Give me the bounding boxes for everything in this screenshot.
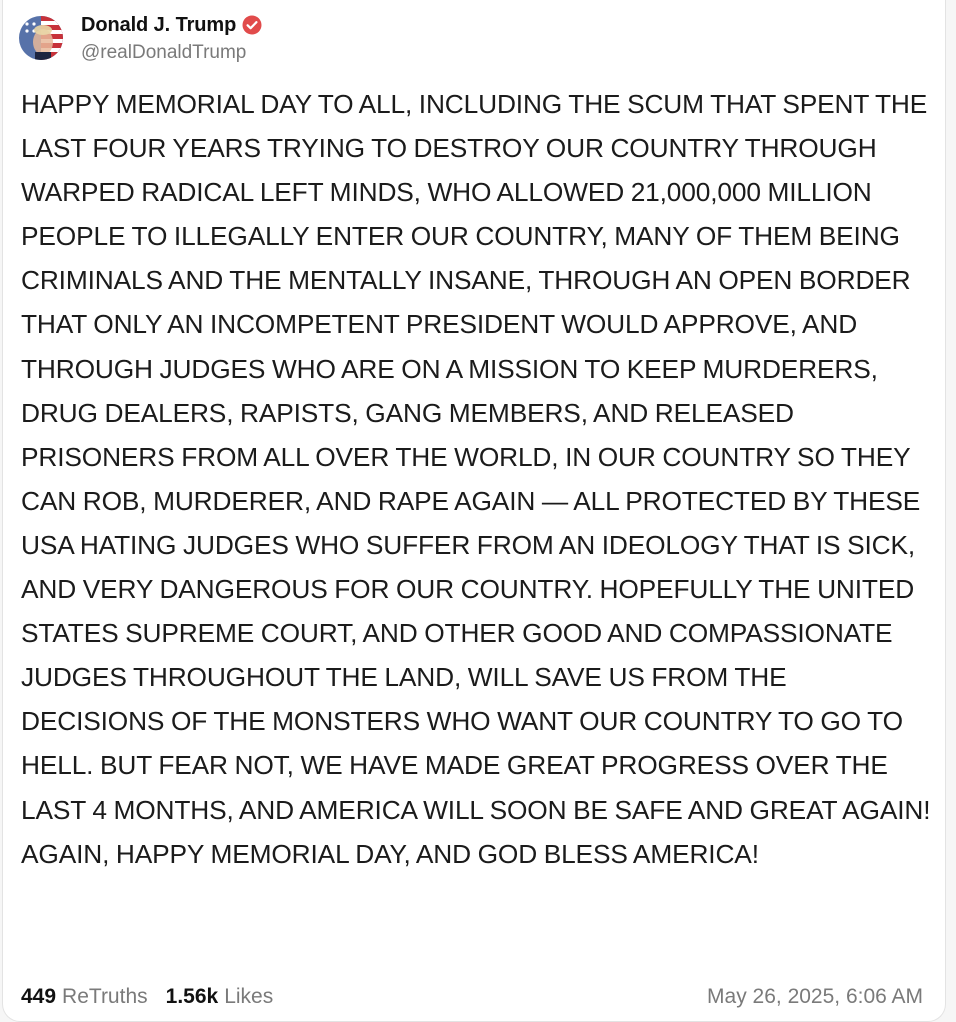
display-name-row	[81, 12, 262, 38]
post-timestamp[interactable]: May 26, 2025, 6:06 AM	[707, 985, 923, 1008]
author-handle[interactable]: @realDonaldTrump	[81, 42, 247, 63]
post-header	[19, 10, 262, 66]
post-body: HAPPY MEMORIAL DAY TO ALL, INCLUDING THE SCUM THAT SPENT THE LAST FOUR YEARS TRYING TO DESTROY OUR COUNTRY THROUGH WARPED RADICAL LEFT MINDS, WHO ALLOWED 21,000,000 MILLION PEOPLE TO ILLEGALLY ENTER OUR COUNTRY, MANY OF THEM BEING CRIMINALS AND THE MENTALLY INSANE, THROUGH AN OPEN BORDER THAT ONLY AN INCOMPETENT PRESIDENT WOULD APPROVE, AND THROUGH JUDGES WHO ARE ON A MISSION TO KEEP MURDERERS, DRUG DEALERS, RAPISTS, GANG MEMBERS, AND RELEASED PRISONERS FROM ALL OVER THE WORLD, IN OUR COUNTRY SO THEY CAN ROB, MURDERER, AND RAPE AGAIN — ALL PROTECTED BY THESE USA HATING JUDGES WHO SUFFER FROM AN IDEOLOGY THAT IS SICK, AND VERY DANGEROUS FOR OUR COUNTRY. HOPEFULLY THE UNITED STATES SUPREME COURT, AND OTHER GOOD AND COMPASSIONATE JUDGES THROUGHOUT THE LAND, WILL SAVE US FROM THE DECISIONS OF THE MONSTERS WHO WANT OUR COUNTRY TO GO TO HELL. BUT FEAR NOT, WE HAVE MADE GREAT PROGRESS OVER THE LAST 4 MONTHS, AND AMERICA WILL SOON BE SAFE AND GREAT AGAIN! AGAIN, HAPPY MEMORIAL DAY, AND GOD BLESS AMERICA!	[21, 89, 931, 869]
likes-count[interactable]: 1.56k	[165, 985, 219, 1008]
post-card	[2, 0, 946, 1022]
author-names	[81, 12, 262, 64]
flag-avatar-icon	[19, 16, 63, 60]
verified-badge-icon	[242, 15, 262, 35]
post-footer	[21, 982, 923, 1012]
display-name[interactable]: Donald J. Trump	[81, 13, 237, 36]
likes-label[interactable]: Likes	[224, 985, 274, 1008]
avatar[interactable]	[19, 16, 63, 60]
retruths-label[interactable]: ReTruths	[62, 985, 148, 1008]
retruths-count[interactable]: 449	[21, 985, 57, 1008]
